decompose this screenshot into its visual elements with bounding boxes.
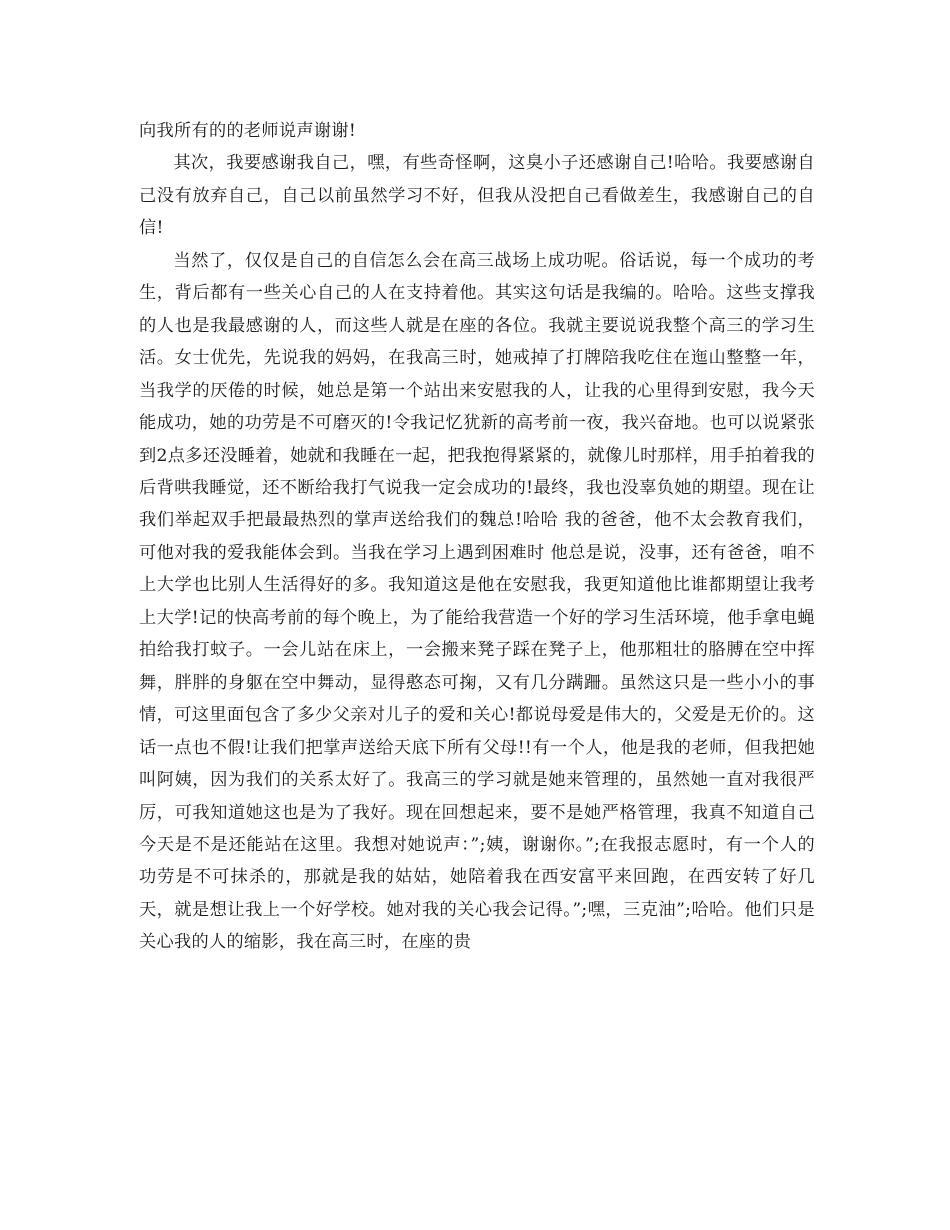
paragraph-self-thanks: 其次，我要感谢我自己，嘿，有些奇怪啊，这臭小子还感谢自己!哈哈。我要感谢自己没有放弃自己，自己以前虽然学习不好，但我从没把自己看做差生，我感谢自己的自信!	[139, 153, 815, 239]
body-text	[139, 115, 815, 959]
paragraph-continuation: 向我所有的的老师说声谢谢!	[139, 121, 357, 141]
paragraph-family-thanks: 当然了，仅仅是自己的自信怎么会在高三战场上成功呢。俗话说，每一个成功的考生，背后都有一些关心自己的人在支持着他。其实这句话是我编的。哈哈。这些支撑我的人也是我最感谢的人，而这些人就是在座的各位。我就主要说说我整个高三的学习生活。女士优先，先说我的妈妈，在我高三时，她戒掉了打牌陪我吃住在迤山整整一年，当我学的厌倦的时候，她总是第一个站出来安慰我的人，让我的心里得到安慰，我今天能成功，她的功劳是不可磨灭的!令我记忆犹新的高考前一夜，我兴奋地。也可以说紧张到2点多还没睡着，她就和我睡在一起，把我抱得紧紧的，就像儿时那样，用手拍着我的后背哄我睡觉，还不断给我打气说我一定会成功的!最终，我也没辜负她的期望。现在让我们举起双手把最最热烈的掌声送给我们的魏总!哈哈 我的爸爸，他不太会教育我们，可他对我的爱我能体会到。当我在学习上遇到困难时 他总是说，没事，还有爸爸，咱不上大学也比别人生活得好的多。我知道这是他在安慰我，我更知道他比谁都期望让我考上大学!记的快高考前的每个晚上，为了能给我营造一个好的学习生活环境，他手拿电蝇拍给我打蚊子。一会儿站在床上，一会搬来凳子踩在凳子上，他那粗壮的胳膊在空中挥舞，胖胖的身躯在空中舞动，显得憨态可掬，又有几分蹒跚。虽然这只是一些小小的事情，可这里面包含了多少父亲对儿子的爱和关心!都说母爱是伟大的，父爱是无价的。这话一点也不假!让我们把掌声送给天底下所有父母!!有一个人，他是我的老师，但我把她叫阿姨，因为我们的关系太好了。我高三的学习就是她来管理的，虽然她一直对我很严厉，可我知道她这也是为了我好。现在回想起来，要不是她严格管理，我真不知道自己今天是不是还能站在这里。我想对她说声：”;姨，谢谢你。”;在我报志愿时，有一个人的功劳是不可抹杀的，那就是我的姑姑，她陪着我在西安富平来回跑，在西安转了好几天，就是想让我上一个好学校。她对我的关心我会记得。”;嘿，三克油”;哈哈。他们只是关心我的人的缩影，我在高三时，在座的贵	[139, 250, 815, 953]
